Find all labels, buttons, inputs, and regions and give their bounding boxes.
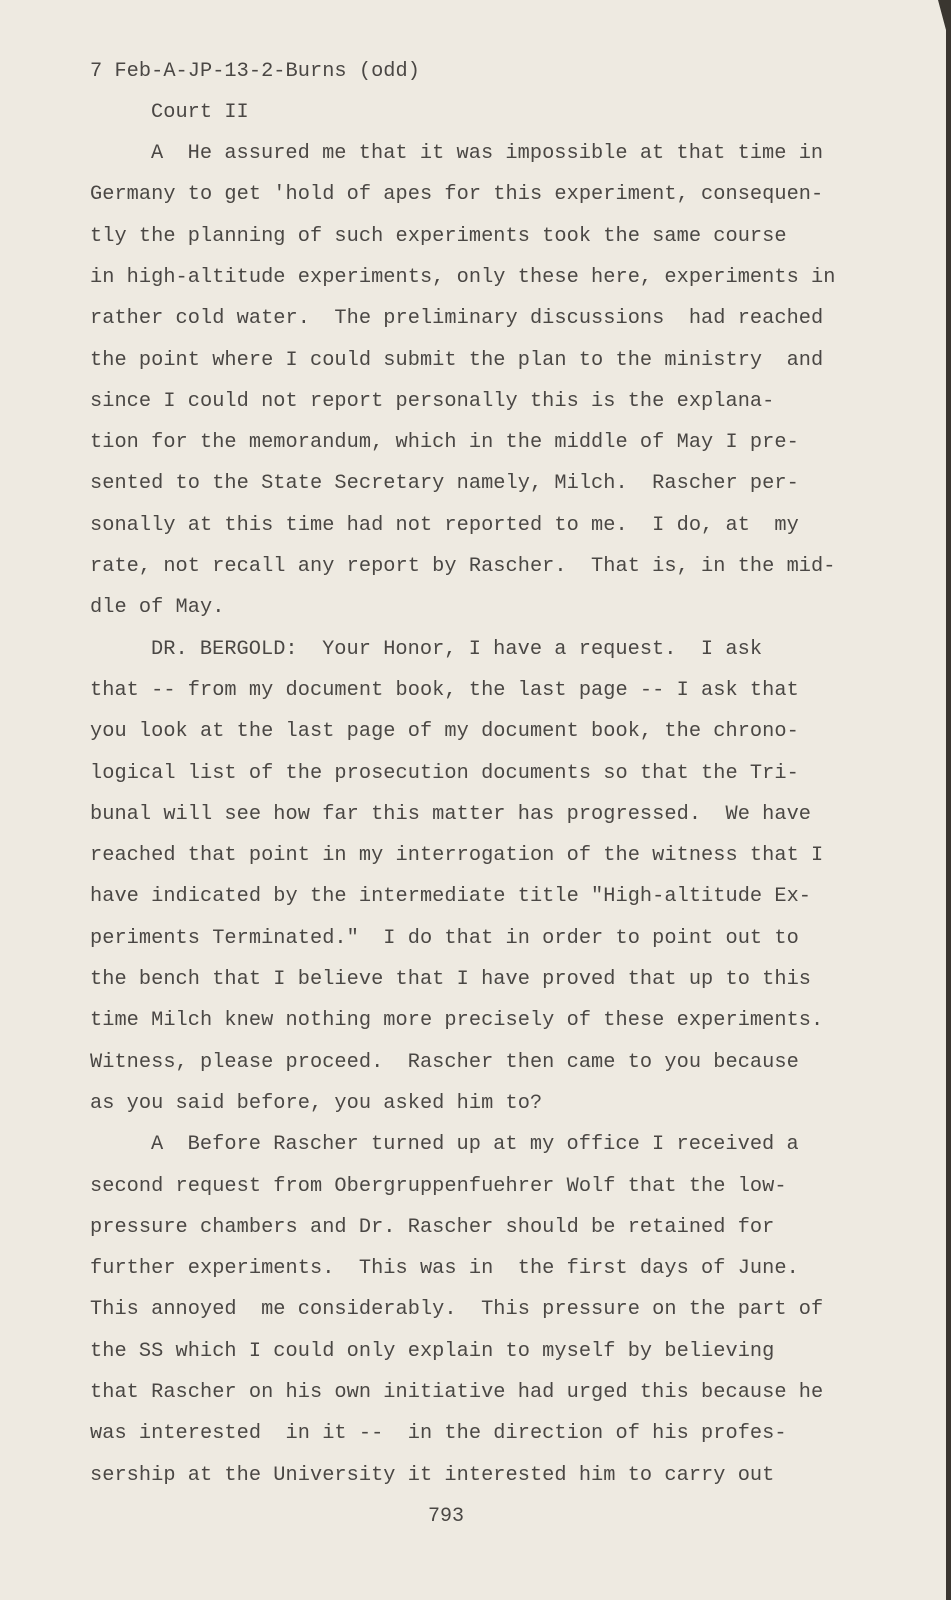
text-line: that -- from my document book, the last page -- I ask that [90,678,799,702]
text-line: that Rascher on his own initiative had urged this because he [90,1381,824,1404]
text-line: rather cold water. The preliminary discussions had reached [90,307,824,331]
text-line: rate, not recall any report by Rascher. That is, in the mid- [90,555,836,578]
text-line: This annoyed me considerably. This pressure on the part of [90,1298,824,1322]
text-line: bunal will see how far this matter has progressed. We have [90,802,812,826]
text-line: sonally at this time had not reported to me. I do, at my [90,513,799,537]
text-line: periments Terminated." I do that in order to point out to [90,926,799,950]
text-line: the point where I could submit the plan to the ministry and [90,348,824,372]
text-line: time Milch knew nothing more precisely of these experiments. [90,1009,824,1033]
text-line: in high-altitude experiments, only these here, experiments in [90,265,836,289]
text-line: you look at the last page of my document book, the chrono- [90,720,799,744]
page-edge [946,0,951,1600]
text-line: dle of May. [90,596,225,620]
text-line: Germany to get 'hold of apes for this experiment, consequen- [90,183,824,207]
page-number: 793 [428,1505,465,1528]
document-header: 7 Feb-A-JP-13-2-Burns (odd) [90,60,420,83]
text-line: since I could not report personally this is the explana- [90,389,775,413]
court-label: Court II [151,101,249,124]
text-line: pressure chambers and Dr. Rascher should be retained for [90,1215,775,1239]
text-line: tly the planning of such experiments took the same course [90,224,787,248]
text-line: logical list of the prosecution documents so that the Tri- [90,761,799,785]
text-line: the SS which I could only explain to myself by believing [90,1339,775,1363]
text-line: further experiments. This was in the first days of June. [90,1257,799,1281]
text-line: A He assured me that it was impossible at that time in [151,142,824,165]
text-line: DR. BERGOLD: Your Honor, I have a request. I ask [151,637,763,661]
text-line: was interested in it -- in the direction of his profes- [90,1422,787,1446]
text-line: sership at the University it interested him to carry out [90,1463,775,1487]
text-line: as you said before, you asked him to? [90,1091,543,1115]
text-line: reached that point in my interrogation of the witness that I [90,844,824,868]
page-corner [938,0,946,30]
text-line: second request from Obergruppenfuehrer Wolf that the low- [90,1174,787,1198]
text-line: A Before Rascher turned up at my office I received a [151,1133,799,1157]
text-line: have indicated by the intermediate title "High-altitude Ex- [90,885,812,909]
text-line: tion for the memorandum, which in the middle of May I pre- [90,431,799,455]
text-line: Witness, please proceed. Rascher then came to you because [90,1050,799,1074]
text-line: the bench that I believe that I have proved that up to this [90,968,812,991]
text-line: sented to the State Secretary namely, Milch. Rascher per- [90,472,799,496]
